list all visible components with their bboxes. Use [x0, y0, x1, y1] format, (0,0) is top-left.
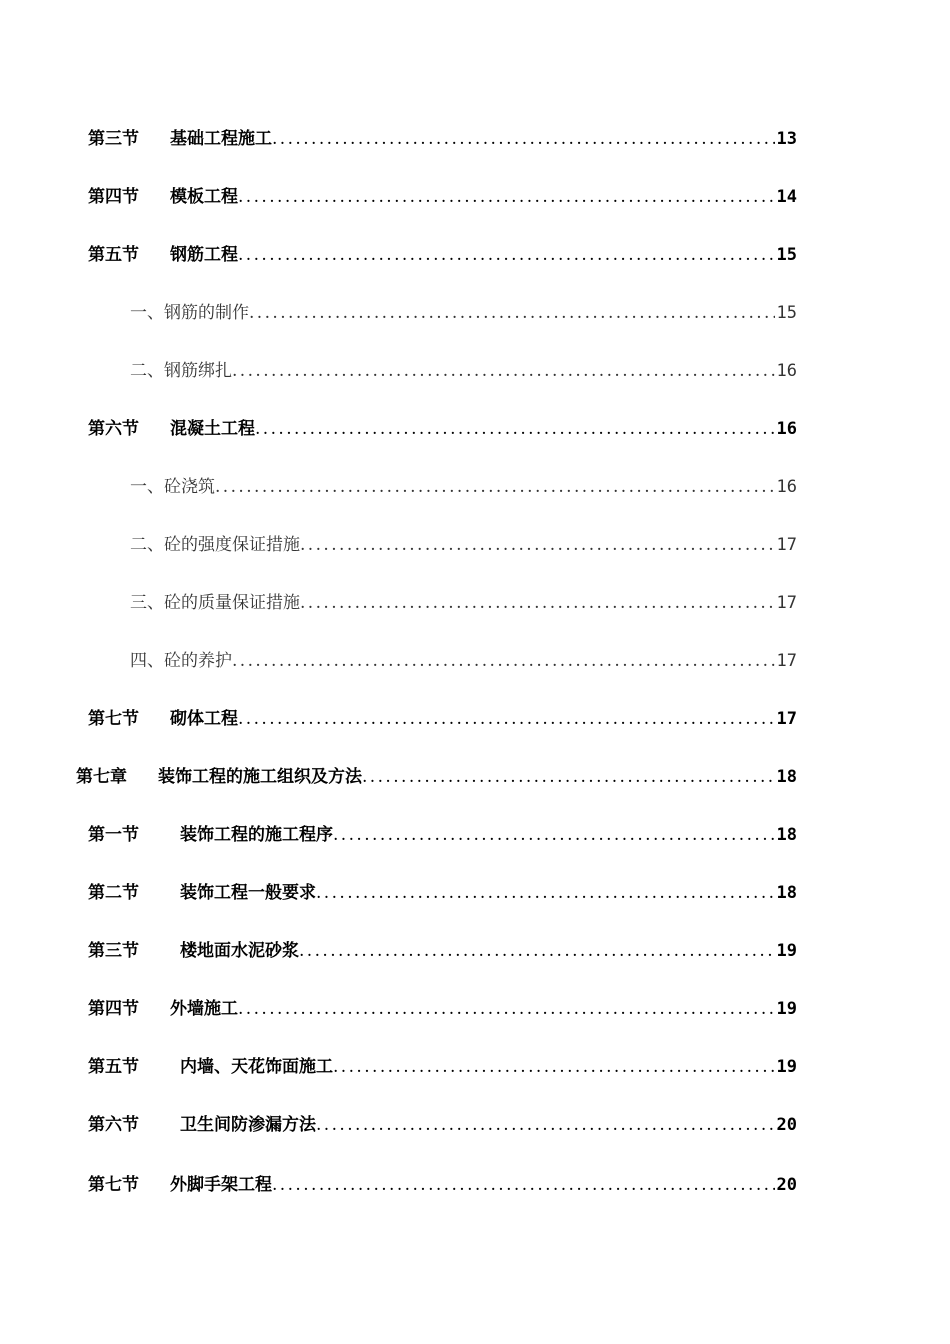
toc-entry-title: 模板工程	[170, 187, 238, 207]
toc-entry-page-number: 14	[776, 187, 797, 207]
toc-entry-page-number: 13	[776, 129, 797, 149]
toc-entry[interactable]	[130, 472, 797, 502]
toc-entry-title: 一、砼浇筑	[130, 477, 215, 497]
toc-entry[interactable]	[88, 124, 797, 154]
toc-entry-page-number: 15	[776, 245, 797, 265]
toc-entry-page-number: 20	[776, 1115, 797, 1135]
dot-leader	[249, 298, 775, 328]
toc-entry-page-number: 19	[776, 1057, 797, 1077]
toc-entry-title: 内墙、天花饰面施工	[180, 1057, 333, 1077]
toc-entry[interactable]	[88, 1110, 797, 1140]
toc-entry[interactable]	[88, 1170, 797, 1200]
toc-entry-page-number: 20	[776, 1175, 797, 1195]
toc-entry-label: 第七节	[88, 1175, 139, 1195]
toc-entry[interactable]	[130, 356, 797, 386]
toc-entry-title: 卫生间防渗漏方法	[180, 1115, 316, 1135]
toc-entry-label: 第五节	[88, 1057, 139, 1077]
toc-entry-label: 第五节	[88, 245, 139, 265]
toc-entry-page-number: 17	[776, 535, 797, 555]
toc-entry-title: 三、砼的质量保证措施	[130, 593, 300, 613]
toc-entry-label: 第六节	[88, 1115, 139, 1135]
toc-entry[interactable]	[88, 994, 797, 1024]
toc-entry-title: 二、钢筋绑扎	[130, 361, 232, 381]
toc-entry-page-number: 16	[776, 477, 797, 497]
toc-entry-label: 第四节	[88, 999, 139, 1019]
dot-leader	[238, 994, 775, 1024]
dot-leader	[238, 182, 775, 212]
dot-leader	[255, 414, 775, 444]
toc-entry-title: 二、砼的强度保证措施	[130, 535, 300, 555]
dot-leader	[362, 762, 775, 792]
toc-entry[interactable]	[88, 704, 797, 734]
toc-entry-page-number: 19	[776, 999, 797, 1019]
dot-leader	[238, 704, 775, 734]
toc-entry-page-number: 15	[776, 303, 797, 323]
toc-entry-title: 钢筋工程	[170, 245, 238, 265]
toc-entry[interactable]	[130, 530, 797, 560]
toc-entry-label: 第六节	[88, 419, 139, 439]
toc-entry-page-number: 17	[776, 593, 797, 613]
toc-entry-label: 第四节	[88, 187, 139, 207]
toc-entry-page-number: 18	[776, 767, 797, 787]
dot-leader	[316, 878, 775, 908]
toc-entry-title: 基础工程施工	[170, 129, 272, 149]
toc-entry-title: 四、砼的养护	[130, 651, 232, 671]
toc-entry-label: 第三节	[88, 129, 139, 149]
toc-entry[interactable]	[130, 588, 797, 618]
toc-entry-page-number: 17	[776, 651, 797, 671]
toc-entry[interactable]	[88, 878, 797, 908]
toc-entry[interactable]	[88, 240, 797, 270]
toc-entry-label: 第三节	[88, 941, 139, 961]
toc-entry[interactable]	[130, 298, 797, 328]
dot-leader	[316, 1110, 775, 1140]
toc-entry[interactable]	[88, 182, 797, 212]
dot-leader	[272, 1170, 775, 1200]
toc-entry-title: 一、钢筋的制作	[130, 303, 249, 323]
toc-entry-label: 第七章	[76, 767, 127, 787]
toc-entry-page-number: 16	[776, 419, 797, 439]
dot-leader	[299, 936, 775, 966]
toc-entry-title: 装饰工程一般要求	[180, 883, 316, 903]
dot-leader	[333, 820, 775, 850]
toc-entry-title: 装饰工程的施工组织及方法	[158, 767, 362, 787]
toc-entry-label: 第二节	[88, 883, 139, 903]
dot-leader	[232, 356, 775, 386]
dot-leader	[215, 472, 775, 502]
toc-entry-page-number: 19	[776, 941, 797, 961]
toc-entry[interactable]	[88, 1052, 797, 1082]
toc-entry-title: 装饰工程的施工程序	[180, 825, 333, 845]
toc-entry-page-number: 16	[776, 361, 797, 381]
dot-leader	[238, 240, 775, 270]
dot-leader	[272, 124, 775, 154]
dot-leader	[232, 646, 775, 676]
toc-entry-page-number: 18	[776, 825, 797, 845]
toc-entry-page-number: 17	[776, 709, 797, 729]
toc-entry-label: 第一节	[88, 825, 139, 845]
toc-entry[interactable]	[130, 646, 797, 676]
toc-entry-chapter[interactable]	[76, 762, 797, 792]
toc-entry-title: 混凝土工程	[170, 419, 255, 439]
toc-entry-title: 楼地面水泥砂浆	[180, 941, 299, 961]
toc-entry-label: 第七节	[88, 709, 139, 729]
toc-entry[interactable]	[88, 820, 797, 850]
dot-leader	[333, 1052, 775, 1082]
dot-leader	[300, 588, 775, 618]
toc-entry[interactable]	[88, 936, 797, 966]
toc-entry-title: 外脚手架工程	[170, 1175, 272, 1195]
toc-entry-title: 砌体工程	[170, 709, 238, 729]
toc-entry-page-number: 18	[776, 883, 797, 903]
dot-leader	[300, 530, 775, 560]
toc-entry[interactable]	[88, 414, 797, 444]
toc-entry-title: 外墙施工	[170, 999, 238, 1019]
